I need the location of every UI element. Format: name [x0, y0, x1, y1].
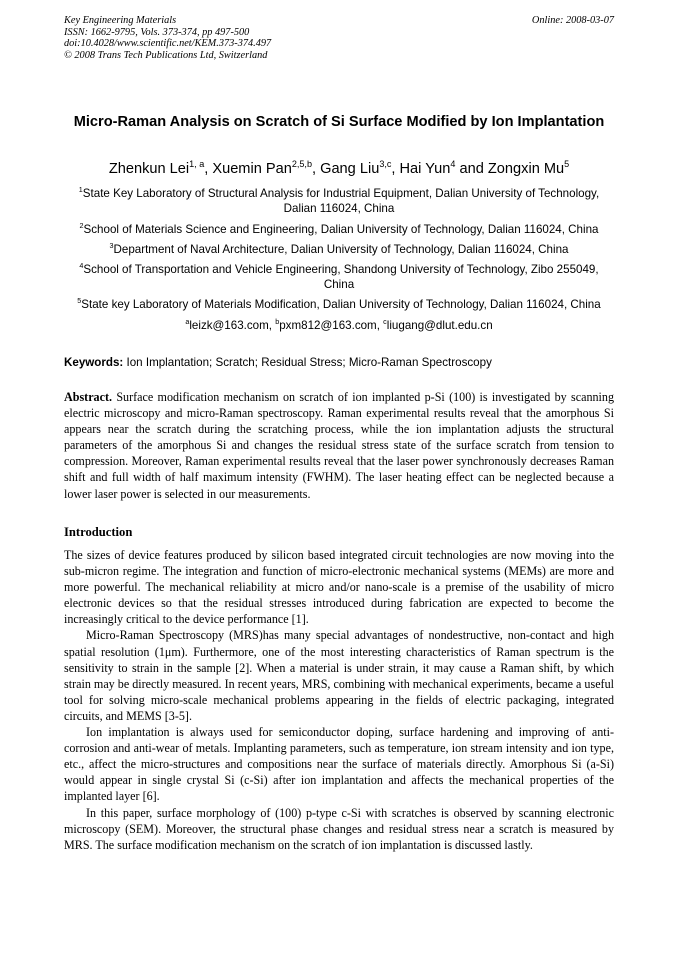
introduction-paragraph: Ion implantation is always used for semiconductor doping, surface hardening and improving of anti-corrosion and anti-wear of metals. Implanting parameters, such as temperature, ion stream intensity and ion type, etc., affect the micro-structures and compositions near the surface of materials directly. Amorphous Si (a-Si) would appear in single crystal Si (c-Si) after ion implantation and affects the mechanical properties of the implanted layer [6].	[64, 725, 614, 804]
author-separator: ,	[311, 161, 321, 177]
email-address[interactable]: pxm812@163.com	[279, 319, 377, 332]
author-name: Hai Yun	[399, 161, 451, 177]
author-affiliation-marker: 5	[564, 159, 570, 170]
abstract	[64, 389, 614, 502]
journal-name: Key Engineering Materials	[64, 15, 177, 26]
affiliation-number: 4	[79, 261, 84, 271]
author-separator: ,	[204, 161, 213, 177]
journal-header	[64, 15, 271, 61]
keywords-line	[64, 355, 614, 370]
affiliation-text: Department of Naval Architecture, Dalian University of Technology, Dalian 116024, China	[113, 243, 569, 256]
affiliation-number: 5	[77, 296, 82, 306]
email-marker: b	[275, 317, 280, 327]
author-affiliation-marker: 3,c	[379, 159, 392, 170]
affiliation-text: School of Transportation and Vehicle Engineering, Shandong University of Technology, Zibo 255049, China	[83, 263, 599, 291]
email-list: $^a$leizk@163.com, $^b$pxm812@163.com, $^c$liugang@dlut.edu.cn	[185, 317, 493, 332]
affiliation	[64, 242, 614, 257]
email-address[interactable]: liugang@dlut.edu.cn	[386, 319, 493, 332]
author-affiliation-marker: 4	[450, 159, 456, 170]
introduction-heading: Introduction	[64, 525, 133, 539]
author-name: Gang Liu	[320, 161, 380, 177]
affiliation-text: School of Materials Science and Engineering, Dalian University of Technology, Dalian 116024, China	[83, 223, 599, 236]
email-address[interactable]: leizk@163.com	[189, 319, 269, 332]
email-marker: a	[185, 317, 190, 327]
doi-line: doi:10.4028/www.scientific.net/KEM.373-374.497	[64, 38, 272, 49]
author-affiliation-marker: 2,5,b	[291, 159, 312, 170]
issn-line: ISSN: 1662-9795, Vols. 373-374, pp 497-500	[64, 26, 250, 38]
paper-title: Micro-Raman Analysis on Scratch of Si Surface Modified by Ion Implantation	[73, 114, 605, 130]
affiliation	[64, 186, 614, 216]
keywords-text: Ion Implantation; Scratch; Residual Stress; Micro-Raman Spectroscopy	[126, 356, 492, 369]
email-marker: c	[383, 317, 387, 327]
affiliation-number: 1	[78, 185, 83, 195]
author-separator: ,	[391, 161, 400, 177]
affiliation-number: 2	[79, 221, 84, 231]
author-conjunction: and	[455, 161, 488, 177]
affiliation	[64, 297, 614, 312]
author-list	[64, 159, 614, 179]
introduction-paragraph: The sizes of device features produced by silicon based integrated circuit technologies are now moving into the sub-micron regime. The integration and function of micro-electronic mechanical systems (MEMs) are more and more powerful. The mechanical reliability at micro and/or nano-scale is a premise of the usability of micro electronic devices so that the residual stresses introduced during fabrication are expected to become the increasingly critical to the device performance [1].	[64, 548, 614, 627]
author-name: Zhenkun Lei	[108, 161, 190, 177]
abstract-label: Abstract.	[64, 390, 113, 404]
affiliation-text: State key Laboratory of Materials Modification, Dalian University of Technology, Dalian 116024, China	[81, 298, 601, 311]
keywords-label: Keywords:	[64, 356, 124, 369]
introduction-body	[64, 547, 614, 853]
affiliation-text: State Key Laboratory of Structural Analysis for Industrial Equipment, Dalian University of Technology, Dalian 116024, China	[82, 187, 600, 215]
introduction-paragraph: Micro-Raman Spectroscopy (MRS)has many special advantages of nondestructive, non-contact and high spatial resolution (1μm). Furthermore, one of the most interesting characteristics of Raman spectrum is the sensitivity to strain in the sample [2]. When a material is under strain, it may cause a Raman shift, by which strain may be directly measured. In recent years, MRS, combining with mechanical experiments, became a useful tool for solving micro-scale mechanical problems appearing in the fields of electric packaging, integrated circuits, and MEMS [3-5].	[64, 628, 614, 723]
affiliation	[64, 222, 614, 237]
copyright-line: © 2008 Trans Tech Publications Ltd, Switzerland	[64, 49, 268, 61]
affiliation	[64, 262, 614, 292]
online-date: Online: 2008-03-07	[531, 15, 614, 26]
author-name: Xuemin Pan	[212, 161, 292, 177]
affiliation-number: 3	[109, 241, 114, 251]
introduction-paragraph: In this paper, surface morphology of (100) p-type c-Si with scratches is observed by scanning electronic microscopy (SEM). Moreover, the structural phase changes and residual stress near a scratch is measured by MRS. The surface modification mechanism on the scratch of ion implantation is discussed lastly.	[64, 805, 614, 852]
abstract-text: Surface modification mechanism on scratch of ion implanted p-Si (100) is investigated by scanning electric microscopy and micro-Raman spectroscopy. Raman experimental results reveal that the amorphous Si appears near the scratch during the scratching process, while the ion implantation adjusts the structural parameters of the amorphous Si and changes the residual stress state of the surface scratch from tension to compression. Moreover, Raman experimental results reveal that the laser power synchronously decreases Raman shift and full width of half maximum intensity (FWHM). The laser heating effect can be neglected because a lower laser power is selected in our measurements.	[64, 390, 614, 501]
author-name: Zongxin Mu	[487, 161, 565, 177]
author-affiliation-marker: 1, a	[189, 159, 205, 170]
